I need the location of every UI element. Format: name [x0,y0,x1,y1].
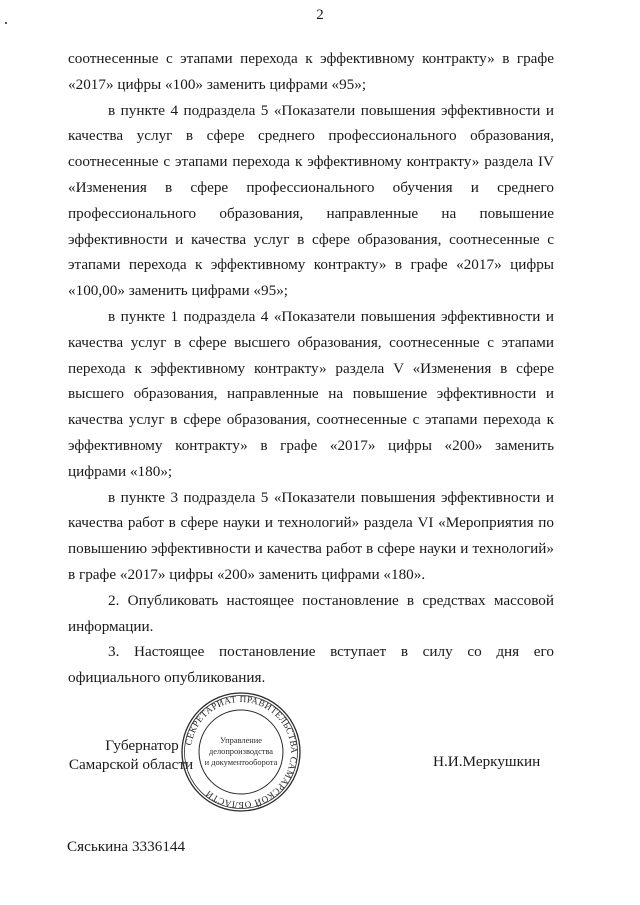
seal-inner-line3: и документооборота [204,758,278,767]
paragraph-item-point4: в пункте 4 подраздела 5 «Показатели повышения эффективности и качества услуг в сфере среднего профессионального образования, соотнесенные с этапами перехода к эффективному контракту» раздела IV «Изменения в сфере профессионального обучения и среднего профессионального образования, направленные на повышение эффективности и качества услуг в сфере образования, соотнесенные с этапами перехода к эффективному контракту» в графе «2017» цифры «100,00» заменить цифрами «95»; [68,101,554,300]
signatory-name: Н.И.Меркушкин [433,753,541,770]
signatory-title-line1: Губернатор [105,737,179,754]
paragraph-effective-date: 3. Настоящее постановление вступает в силу со дня его официального опубликования. [68,643,554,687]
paragraph-item-point1: в пункте 1 подраздела 4 «Показатели повышения эффективности и качества услуг в сфере высшего образования, соотнесенные с этапами перехода к эффективному контракту» раздела V «Изменения в сфере высшего образования, направленные на повышение эффективности и качества услуг в сфере образования, соотнесенные с этапами перехода к эффективному контракту» в графе «2017» цифры «200» заменить цифрами «180»; [68,307,554,480]
page-number: 2 [316,7,324,23]
seal-inner-line2: делопроизводства [208,747,274,756]
paragraph-publish: 2. Опубликовать настоящее постановление в средствах массовой информации. [68,591,554,635]
signature-block [0,690,640,820]
document-body [68,46,554,691]
official-seal [179,690,303,814]
seal-ring-text: СЕКРЕТАРИАТ ПРАВИТЕЛЬСТВА САМАРСКОЙ ОБЛАСТИ [183,693,300,811]
seal-inner-line1: Управление [219,736,263,745]
signatory-title-line2: Самарской области [68,756,194,773]
paragraph-continuation: соотнесенные с этапами перехода к эффективному контракту» в графе «2017» цифры «100» заменить цифрами «95»; [68,50,554,93]
paragraph-item-point3: в пункте 3 подраздела 5 «Показатели повышения эффективности и качества работ в сфере науки и технологий» раздела VI «Мероприятия по повышению эффективности и качества работ в сфере науки и технологий» в графе «2017» цифры «200» заменить цифрами «180». [68,488,554,583]
executor-contact: Сяськина 3336144 [67,838,186,855]
